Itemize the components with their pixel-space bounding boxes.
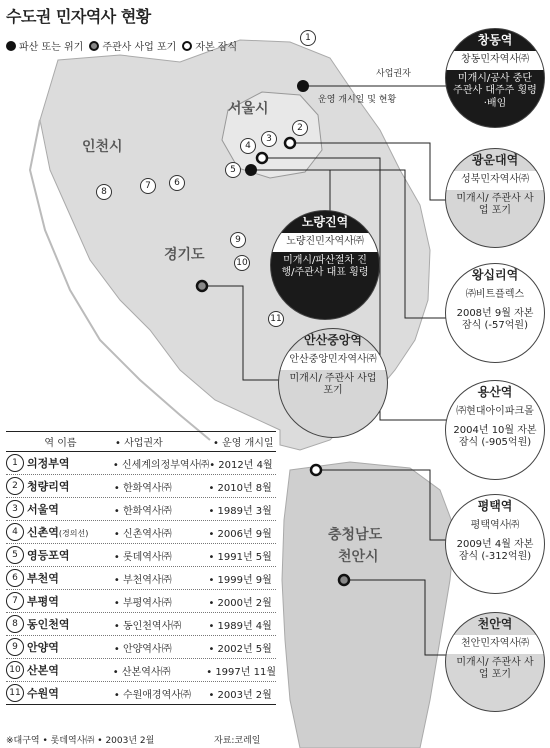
opening-date: • 1989년 4월 [208,617,276,632]
operator-name: • 신촌역사㈜ [114,525,209,540]
info-circle-changdong: 창동역 창동민자역사㈜ 미개시/공사 중단 주관사 대주주 횡령·배임 [445,28,545,128]
row-number-badge: 4 [6,523,24,541]
table-row [6,636,276,659]
map-marker-5: 5 [225,162,241,178]
region-cheonan: 천안시 [338,549,379,565]
annotation-opening: 운영 개시일 및 현황 [318,95,397,105]
opening-date: • 1997년 11월 [206,663,276,678]
row-number-badge: 2 [6,477,24,495]
map-marker-10: 10 [234,255,250,271]
operator-name: • 신세계의정부역사㈜ [113,456,209,471]
annotation-operator: 사업권자 [376,69,411,79]
map-marker-3: 3 [261,131,277,147]
station-name: 서울역 [27,503,59,516]
info-circle-wangsimni: 왕십리역 ㈜비트플렉스 2008년 9월 자본 잠식 (-57억원) [445,263,545,363]
table-row [6,659,276,682]
station-name: 수원역 [27,687,59,700]
row-number-badge: 11 [6,684,24,702]
map-marker-7: 7 [140,178,156,194]
page-title: 수도권 민자역사 현황 [6,7,151,26]
operator-name: • 산본역사㈜ [113,663,206,678]
map-marker-2: 2 [292,120,308,136]
info-circle-yongsan: 용산역 ㈜현대아이파크몰 2004년 10월 자본 잠식 (-905억원) [445,380,545,480]
table-row [6,613,276,636]
region-incheon: 인천시 [82,139,123,155]
legend [6,38,243,53]
station-name: 동인천역 [27,618,70,631]
opening-date: • 2003년 2월 [208,686,276,701]
info-circle-cheonan: 천안역 천안민자역사㈜ 미개시/ 주관사 사업 포기 [445,612,545,712]
footnote: ※대구역 • 롯데역사㈜ • 2003년 2월 [6,736,155,746]
table-row [6,521,276,544]
map-marker-9: 9 [230,232,246,248]
row-number-badge: 1 [6,454,24,472]
operator-name: • 수원애경역사㈜ [114,686,209,701]
black-dot-icon [6,41,16,51]
row-number-badge: 6 [6,569,24,587]
row-number-badge: 7 [6,592,24,610]
table-header [6,431,276,452]
opening-date: • 2006년 9월 [208,525,276,540]
legend-item-white: 자본 잠식 [182,38,237,53]
info-circle-noryangjin: 노량진역 노량진민자역사㈜ 미개시/파산절차 진행/주관사 대표 횡령 [270,210,380,320]
row-number-badge: 3 [6,500,24,518]
row-number-badge: 8 [6,615,24,633]
legend-item-gray: 주관사 사업 포기 [89,38,176,53]
station-name: 부평역 [27,595,59,608]
operator-name: • 동인천역사㈜ [114,617,209,632]
chungnam-area [282,462,455,748]
col-date: • 운영 개시일 [213,438,274,449]
operator-name: • 한화역사㈜ [114,502,209,517]
station-name: 산본역 [27,664,59,677]
opening-date: • 2012년 4월 [209,456,276,471]
opening-date: • 2010년 8월 [208,479,276,494]
map-marker-6: 6 [169,175,185,191]
row-number-badge: 5 [6,546,24,564]
col-station: 역 이름 [44,438,77,449]
table-row [6,682,276,705]
map-marker-4: 4 [240,138,256,154]
legend-item-black: 파산 또는 위기 [6,38,83,53]
station-name: 의정부역 [27,457,70,470]
region-chungnam: 충청남도 [328,527,383,543]
region-gyeonggi: 경기도 [164,247,205,263]
opening-date: • 2002년 5월 [208,640,276,655]
opening-date: • 1999년 9월 [208,571,276,586]
station-name: 청량리역 [27,480,70,493]
map-marker-11: 11 [268,311,284,327]
row-number-badge: 10 [6,661,24,679]
station-name: 영등포역 [27,549,70,562]
opening-date: • 1989년 3월 [208,502,276,517]
info-circle-pyeongtaek: 평택역 평택역사㈜ 2009년 4월 자본 잠식 (-312억원) [445,494,545,594]
table-row [6,590,276,613]
opening-date: • 2000년 2월 [208,594,276,609]
row-number-badge: 9 [6,638,24,656]
table-row [6,544,276,567]
col-operator: • 사업권자 [115,438,163,449]
source: 자료:코레일 [214,736,261,746]
station-name: 신촌역(경의선) [27,526,89,539]
table-row [6,567,276,590]
region-seoul: 서울시 [228,101,269,117]
opening-date: • 1991년 5월 [208,548,276,563]
station-name: 안양역 [27,641,59,654]
map-marker-8: 8 [96,184,112,200]
table-row [6,452,276,475]
station-name: 부천역 [27,572,59,585]
operator-name: • 안양역사㈜ [114,640,209,655]
white-dot-icon [182,41,192,51]
info-circle-ansan: 안산중앙역 안산중앙민자역사㈜ 미개시/ 주관사 사업 포기 [278,328,388,438]
table-row [6,498,276,521]
operator-name: • 롯데역사㈜ [114,548,209,563]
operator-name: • 부평역사㈜ [114,594,209,609]
operator-name: • 부천역사㈜ [114,571,209,586]
operator-name: • 한화역사㈜ [114,479,209,494]
map-marker-1: 1 [300,30,316,46]
table-row [6,475,276,498]
gray-dot-icon [89,41,99,51]
info-circle-gwangun: 광운대역 성북민자역사㈜ 미개시/ 주관사 사업 포기 [445,148,545,248]
